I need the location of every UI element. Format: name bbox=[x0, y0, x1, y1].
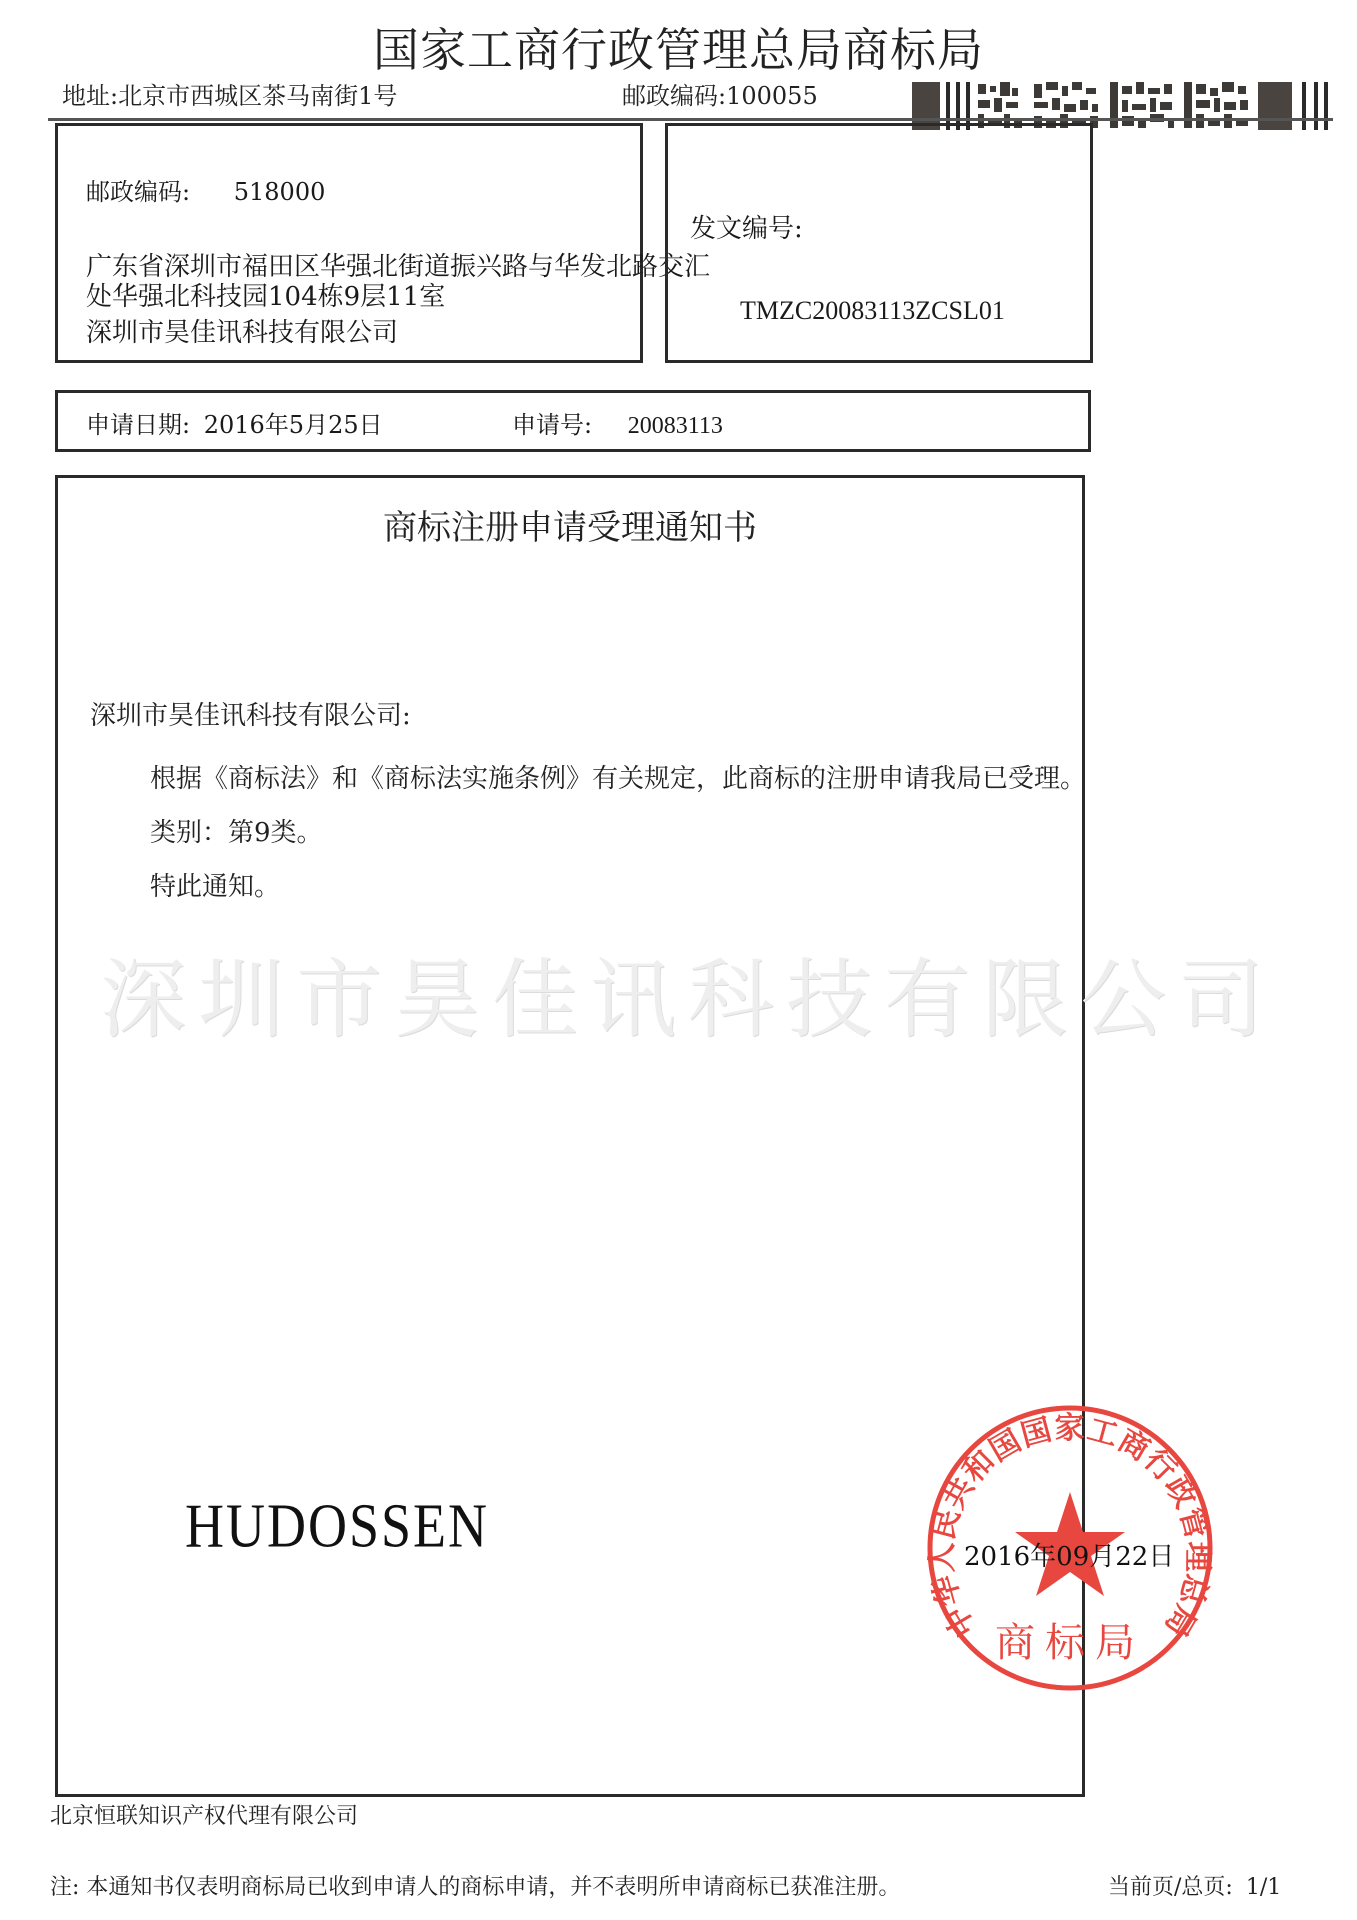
application-number-label: 申请号: bbox=[512, 411, 593, 439]
company-watermark: 深圳市昊佳讯科技有限公司 bbox=[100, 950, 1276, 1050]
recipient-address bbox=[86, 252, 710, 312]
page-indicator-label: 当前页/总页: bbox=[1108, 1875, 1233, 1900]
application-date bbox=[86, 405, 383, 440]
seal-date: 2016年09月22日 bbox=[964, 1542, 1175, 1572]
page-indicator bbox=[1108, 1870, 1281, 1901]
recipient-company: 深圳市昊佳讯科技有限公司 bbox=[86, 318, 399, 348]
notice-paragraph: 根据《商标法》和《商标法实施条例》有关规定，此商标的注册申请我局已受理。 bbox=[150, 764, 1087, 794]
recipient-postcode-label: 邮政编码: bbox=[86, 178, 191, 206]
recipient-address-line2: 处华强北科技园104栋9层11室 bbox=[86, 282, 446, 312]
application-number-value: 20083113 bbox=[627, 413, 723, 439]
agent-name: 北京恒联知识产权代理有限公司 bbox=[50, 1804, 359, 1829]
office-postcode-value: 100055 bbox=[726, 82, 818, 110]
notice-title: 商标注册申请受理通知书 bbox=[383, 508, 757, 548]
header-divider bbox=[48, 118, 1333, 121]
trademark-text: HUDOSSEN bbox=[185, 1491, 490, 1561]
office-address-value: 北京市西城区茶马南街1号 bbox=[118, 82, 398, 110]
application-date-value: 2016年5月25日 bbox=[203, 411, 383, 439]
doc-number-value: TMZC20083113ZCSL01 bbox=[740, 296, 1005, 325]
recipient-postcode bbox=[86, 172, 325, 207]
office-postcode-label: 邮政编码: bbox=[622, 82, 727, 110]
seal-center-text: 商标局 bbox=[995, 1620, 1145, 1666]
seal-ring-text: 中华人民共和国国家工商行政管理总局 bbox=[924, 1411, 1216, 1644]
application-number bbox=[512, 405, 723, 440]
notice-closing: 特此通知。 bbox=[150, 872, 281, 902]
office-address bbox=[62, 76, 397, 111]
recipient-postcode-value: 518000 bbox=[233, 178, 326, 206]
doc-number-label: 发文编号: bbox=[690, 214, 803, 244]
application-date-label: 申请日期: bbox=[86, 411, 191, 439]
footer-note: 注: 本通知书仅表明商标局已收到申请人的商标申请，并不表明所申请商标已获准注册。 bbox=[50, 1875, 901, 1900]
recipient-address-line1: 广东省深圳市福田区华强北街道振兴路与华发北路交汇 bbox=[86, 252, 711, 282]
notice-addressee: 深圳市昊佳讯科技有限公司: bbox=[90, 701, 411, 731]
office-postcode bbox=[622, 76, 818, 111]
office-title: 国家工商行政管理总局商标局 bbox=[373, 23, 984, 77]
office-address-label: 地址: bbox=[62, 82, 119, 110]
page-indicator-value: 1/1 bbox=[1245, 1875, 1282, 1900]
notice-category: 类别：第9类。 bbox=[150, 818, 323, 848]
